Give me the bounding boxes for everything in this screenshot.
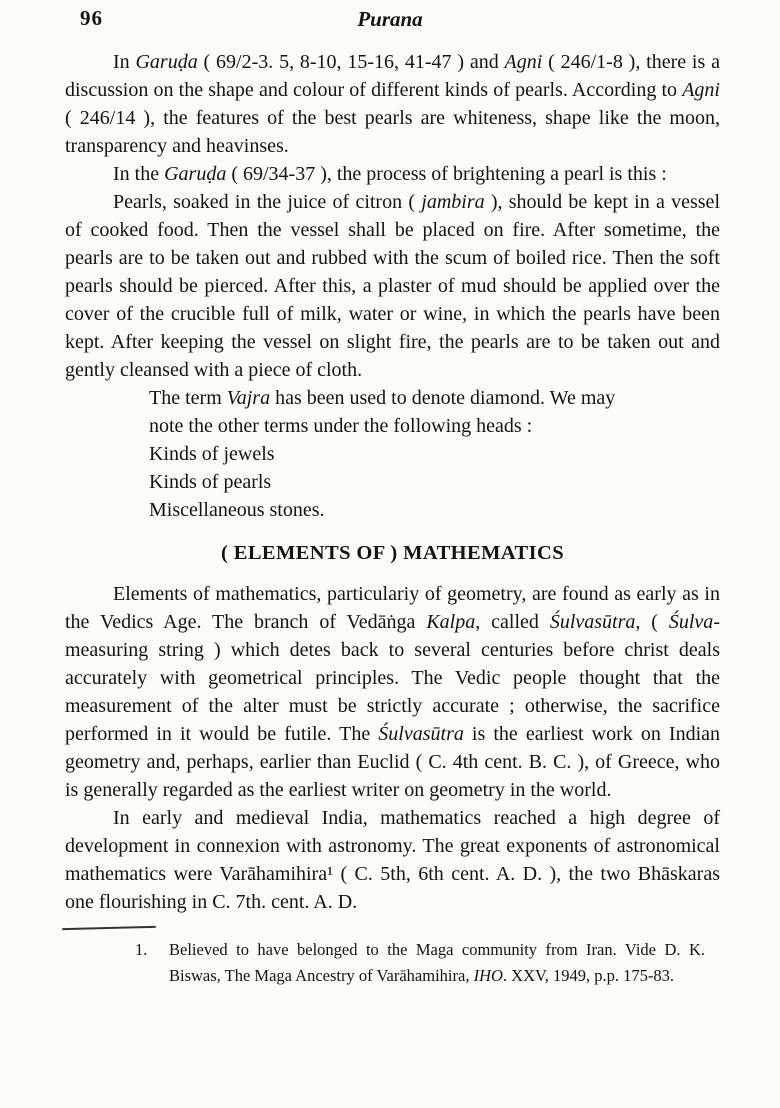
list-item-miscellaneous-stones: Miscellaneous stones. [149, 499, 325, 521]
paragraph-pearl-process: Pearls, soaked in the juice of citron ( jambira ), should be kept in a vessel of cooked food. Then the vessel shall be placed on fire. After sometime, the pearls are to be taken out and rubbed with the scum of boiled rice. Then the soft pearls should be pierced. After this, a plaster of mud should be applied over the cover of the crucible full of milk, water or wine, in which the pearls have been kept. After keeping the vessel on slight fire, the pearls are to be taken out and gently cleansed with a piece of cloth. [65, 191, 720, 381]
footnote-separator-rule [62, 926, 156, 930]
page-number: 96 [80, 6, 103, 30]
list-item-kinds-of-jewels: Kinds of jewels [149, 443, 275, 465]
footnote-text: Believed to have belonged to the Maga community from Iran. Vide D. K. Biswas, The Maga Ancestry of Varāhamihira, IHO. XXV, 1949, p.p. 175-83. [169, 940, 705, 985]
note-vajra-terms: The term Vajra has been used to denote diamond. We may note the other terms under the following heads : [149, 387, 616, 437]
footnote-number: 1. [135, 940, 148, 959]
paragraph-pearls-sources: In Garuḍa ( 69/2-3. 5, 8-10, 15-16, 41-47 ) and Agni ( 246/1-8 ), there is a discussion on the shape and colour of different kinds of pearls. According to Agni ( 246/14 ), the features of the best pearls are whiteness, shape like the moon, transparency and heavinses. [65, 51, 720, 157]
page-body [0, 40, 780, 916]
term-heads-list [149, 440, 720, 524]
running-title: Purana [357, 7, 423, 31]
paragraph-pearl-brightening: In the Garuḍa ( 69/34-37 ), the process of brightening a pearl is this : [113, 163, 667, 185]
section-heading-mathematics: ( ELEMENTS OF ) MATHEMATICS [221, 542, 564, 564]
page-header [0, 0, 780, 40]
list-item-kinds-of-pearls: Kinds of pearls [149, 471, 272, 493]
paragraph-astronomy-mathematics: In early and medieval India, mathematics reached a high degree of development in connexion with astronomy. The great exponents of astronomical mathematics were Varāhamihira¹ ( C. 5th, 6th cent. A. D. ), the two Bhāskaras one flourishing in C. 7th. cent. A. D. [65, 807, 720, 913]
paragraph-geometry-origins: Elements of mathematics, particulariy of geometry, are found as early as in the Vedics Age. The branch of Vedāṅga Kalpa, called Śulvasūtra, ( Śulva-measuring string ) which detes back to several centuries before christ deals accurately with geometrical principles. The Vedic people thought that the measurement of the alter must be strictly accurate ; otherwise, the sacrifice performed in it would be futile. The Śulvasūtra is the earliest work on Indian geometry and, perhaps, earlier than Euclid ( C. 4th cent. B. C. ), of Greece, who is generally regarded as the earliest writer on geometry in the world. [65, 583, 721, 801]
footnote [0, 937, 780, 989]
